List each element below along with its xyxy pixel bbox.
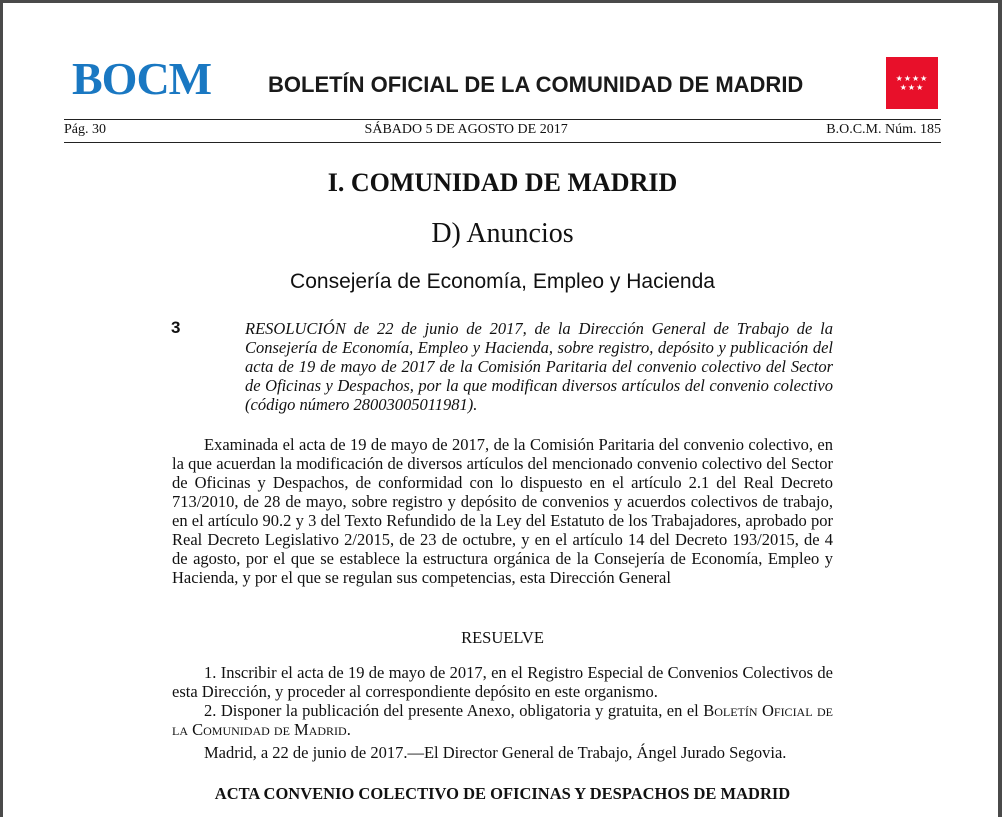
flag-stars-bottom: ★★★ — [899, 83, 925, 92]
resuelve-heading: RESUELVE — [461, 628, 544, 647]
resolution-point-1: 1. Inscribir el acta de 19 de mayo de 2017, en el Registro Especial de Convenios Colectivos de esta Dirección, y proceder al correspondiente depósito en este organismo. — [172, 663, 833, 701]
issue-number: B.O.C.M. Núm. 185 — [826, 122, 941, 137]
item-number: 3 — [171, 318, 181, 337]
madrid-flag-icon — [886, 57, 938, 109]
resolution-summary: RESOLUCIÓN de 22 de junio de 2017, de la Dirección General de Trabajo de la Consejería de Economía, Empleo y Hacienda, sobre registro, depósito y publicación del acta de 19 de mayo de 2017 de la Comisión Paritaria del convenio colectivo del Sector de Oficinas y Despachos, por la que modifican diversos artículos del convenio colectivo (código número 28003005011981). — [245, 319, 833, 414]
header-rule-top — [64, 119, 941, 120]
point-2-suffix: . — [346, 720, 351, 739]
publication-date: SÁBADO 5 DE AGOSTO DE 2017 — [364, 122, 568, 137]
department-name: Consejería de Economía, Empleo y Hacienda — [290, 270, 715, 293]
flag-stars-top: ★★★★ — [895, 74, 929, 83]
info-row — [64, 122, 941, 138]
resolution-point-2 — [172, 701, 833, 739]
page-number: Pág. 30 — [64, 122, 106, 137]
journal-name: Boletín Oficial de la Comunidad de Madrid — [172, 701, 834, 739]
section-subtitle: D) Anuncios — [431, 218, 574, 249]
section-title: I. COMUNIDAD DE MADRID — [327, 168, 678, 197]
bocm-logo: BOCM — [72, 53, 212, 104]
point-2-prefix: 2. Disponer la publicación del presente Anexo, obligatoria y gratuita, en el — [204, 701, 704, 720]
header-rule-bottom — [64, 142, 941, 143]
signature-line: Madrid, a 22 de junio de 2017.—El Director General de Trabajo, Ángel Jurado Segovia. — [204, 743, 787, 762]
body-paragraph: Examinada el acta de 19 de mayo de 2017, de la Comisión Paritaria del convenio colectivo, en la que acuerdan la modificación de diversos artículos del mencionado convenio colectivo del Sector de Oficinas y Despachos, de conformidad con lo dispuesto en el artículo 2.1 del Real Decreto 713/2010, de 28 de mayo, sobre registro y depósito de convenios y acuerdos colectivos de trabajo, en el artículo 90.2 y 3 del Texto Refundido de la Ley del Estatuto de los Trabajadores, aprobado por Real Decreto Legislativo 2/2015, de 23 de octubre, y en el artículo 14 del Decreto 193/2015, de 4 de agosto, por el que se establece la estructura orgánica de la Consejería de Economía, Empleo y Hacienda, y por el que se regulan sus competencias, esta Dirección General — [172, 435, 833, 587]
acta-title: ACTA CONVENIO COLECTIVO DE OFICINAS Y DESPACHOS DE MADRID — [214, 784, 791, 803]
masthead-title: BOLETÍN OFICIAL DE LA COMUNIDAD DE MADRID — [268, 72, 804, 97]
